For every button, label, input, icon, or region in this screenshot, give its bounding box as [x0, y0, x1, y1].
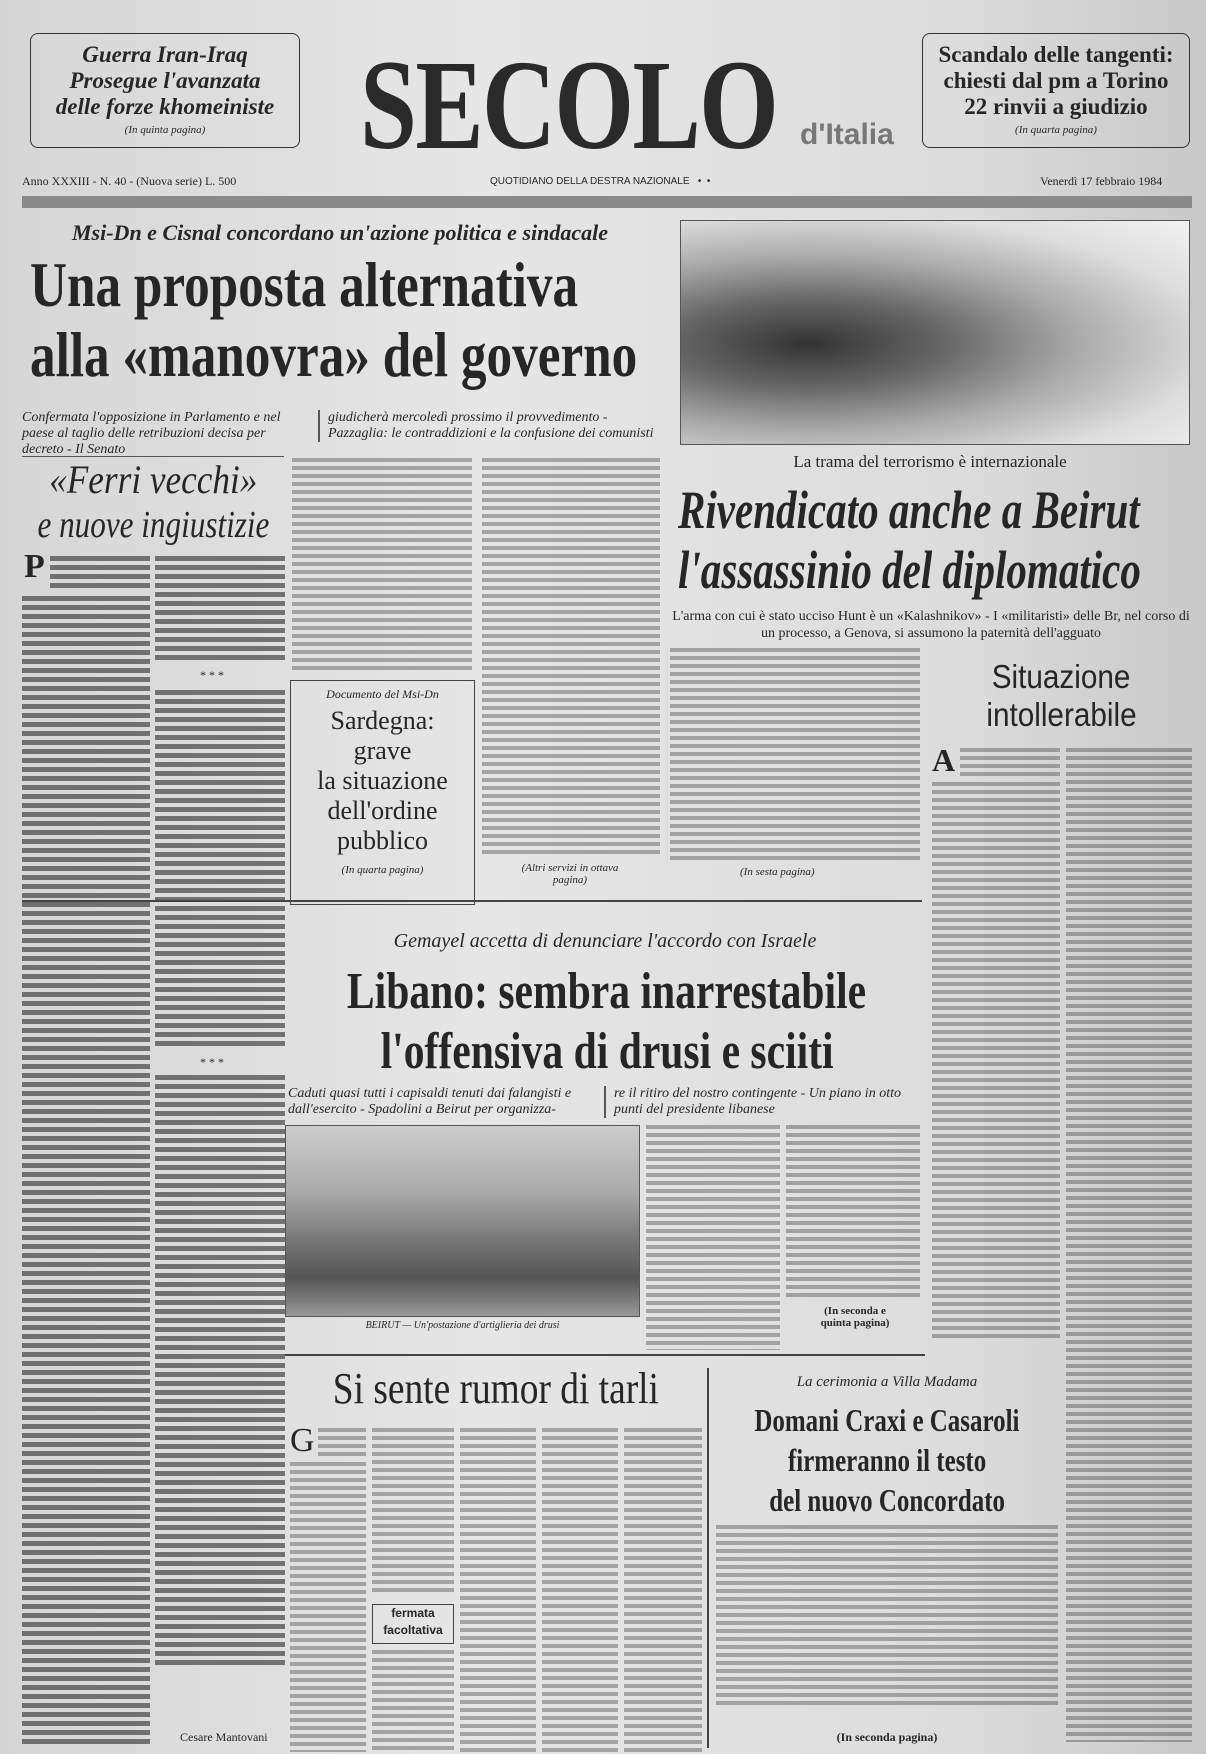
teaser-line: 22 rinvii a giudizio: [964, 94, 1148, 119]
issue-info: Anno XXXIII - N. 40 - (Nuova serie) L. 500: [22, 174, 237, 188]
column-divider: [707, 1368, 709, 1748]
page-ref: (In quinta pagina): [124, 124, 206, 136]
tarli-headline-wrap[interactable]: [290, 1362, 702, 1416]
text-column: [318, 1428, 366, 1458]
text-column: [22, 596, 150, 1746]
text-column: [542, 1428, 618, 1752]
masthead-title: SECOLO: [360, 34, 778, 176]
text-column: [932, 782, 1060, 1342]
editorial-title[interactable]: [22, 456, 284, 547]
text-column: [292, 458, 472, 673]
lebanon-deck-right: re il ritiro del nostro contingente - Un piano in otto punti del presidente libanese: [604, 1086, 920, 1118]
terrorism-deck: L'arma con cui è stato ucciso Hunt è un «Kalashnikov» - I «militaristi» delle Br, nel corso di un processo, a Genova, si assumono la paternità dell'agguato: [672, 609, 1190, 641]
text-column: [155, 1075, 285, 1665]
lead-deck-left: Confermata l'opposizione in Parlamento e nel paese al taglio delle retribuzioni decisa per decreto - Il Senato: [22, 410, 281, 457]
text-column: [372, 1428, 454, 1594]
teaser-line: Prosegue l'avanzata: [69, 68, 261, 93]
terrorism-headline[interactable]: [678, 480, 1198, 600]
sardegna-box[interactable]: [290, 680, 475, 905]
headline-line: Libano: sembra inarrestabile: [347, 963, 867, 1020]
masthead-logo: [360, 34, 915, 176]
header-band: [22, 196, 1192, 208]
text-column: [624, 1428, 702, 1752]
text-column: [155, 690, 285, 1050]
tagline-text: QUOTIDIANO DELLA DESTRA NAZIONALE: [490, 176, 690, 187]
teaser-line: Scandalo delle tangenti:: [938, 42, 1174, 67]
lead-more-ref: (Altri servizi in ottava pagina): [521, 862, 619, 886]
sardegna-line: grave: [353, 736, 412, 765]
concordato-ref: (In seconda pagina): [836, 1730, 938, 1744]
terrorism-kicker: La trama del terrorismo è internazionale: [793, 452, 1067, 471]
issue-date: Venerdì 17 febbraio 1984: [1040, 174, 1163, 188]
tarli-dropcap: G: [290, 1422, 315, 1459]
headline-line: Rivendicato anche a Beirut: [678, 480, 1140, 540]
text-column: [786, 1125, 920, 1300]
headline-line: alla «manovra» del governo: [30, 319, 638, 390]
sardegna-line: dell'ordine: [327, 796, 438, 825]
tagline: QUOTIDIANO DELLA DESTRA NAZIONALE • •: [490, 176, 711, 187]
teaser-line: chiesti dal pm a Torino: [943, 68, 1169, 93]
editorial-dropcap: P: [24, 548, 45, 585]
lebanon-kicker: Gemayel accetta di denunciare l'accordo con Israele: [393, 930, 817, 952]
editorial-title-line: «Ferri vecchi»: [48, 457, 258, 502]
page-ref: (In quarta pagina): [1015, 124, 1097, 136]
situazione-dropcap: A: [932, 742, 956, 778]
text-column: [670, 648, 920, 863]
lebanon-ref: (In seconda e quinta pagina): [820, 1305, 890, 1329]
headline-line: l'offensiva di drusi e sciiti: [380, 1023, 834, 1080]
masthead-subtitle: d'Italia: [800, 118, 894, 151]
text-column: [482, 458, 660, 858]
headline-line: Una proposta alternativa: [30, 249, 579, 320]
box-line: facoltativa: [383, 1623, 443, 1637]
situazione-line: Situazione: [991, 658, 1131, 695]
headline-line: firmeranno il testo: [787, 1442, 987, 1478]
text-column: [646, 1125, 780, 1350]
lead-kicker: Msi-Dn e Cisnal concordano un'azione politica e sindacale: [72, 220, 608, 245]
concordato-headline[interactable]: [714, 1400, 1060, 1520]
headline-line: del nuovo Concordato: [769, 1482, 1005, 1518]
situazione-title[interactable]: [930, 658, 1192, 734]
sardegna-line: Sardegna:: [330, 706, 435, 735]
photo-caption: BEIRUT — Un'postazione d'artiglieria dei drusi: [365, 1320, 560, 1331]
box-line: fermata: [391, 1606, 435, 1620]
text-column: [372, 1650, 454, 1752]
news-photo-terrorism: [680, 220, 1190, 445]
text-column: [1066, 748, 1192, 1742]
separator: * * *: [200, 668, 224, 682]
text-column: [960, 748, 1060, 778]
sardegna-line: la situazione: [317, 766, 448, 795]
text-column: [716, 1525, 1058, 1705]
concordato-kicker: La cerimonia a Villa Madama: [796, 1374, 978, 1390]
teaser-line: delle forze khomeiniste: [55, 94, 275, 119]
separator: * * *: [200, 1055, 224, 1069]
situazione-line: intollerabile: [985, 696, 1137, 733]
editorial-title-line: e nuove ingiustizie: [37, 504, 269, 546]
fermata-box: [372, 1604, 454, 1644]
text-column: [290, 1462, 366, 1752]
sardegna-line: pubblico: [337, 826, 428, 855]
headline-line: Domani Craxi e Casaroli: [754, 1402, 1020, 1438]
section-rule: [22, 900, 922, 902]
teaser-line: Guerra Iran-Iraq: [82, 42, 248, 67]
text-column: [155, 556, 285, 662]
section-rule: [285, 1354, 925, 1356]
teaser-box-iran-iraq[interactable]: [30, 33, 300, 148]
lead-deck-right: giudicherà mercoledì prossimo il provvedimento - Pazzaglia: le contraddizioni e la confusione dei comunisti: [318, 410, 663, 442]
headline-line: l'assassinio del diplomatico: [678, 540, 1141, 600]
terrorism-ref: (In sesta pagina): [740, 866, 815, 878]
sardegna-kicker: Documento del Msi-Dn: [326, 687, 439, 701]
lebanon-deck-left: Caduti quasi tutti i capisaldi tenuti dai falangisti e dall'esercito - Spadolini a Beirut per organizza-: [288, 1086, 572, 1117]
editorial-author: Cesare Mantovani: [180, 1730, 268, 1744]
news-photo-beirut: [285, 1125, 640, 1317]
page-ref: (In quarta pagina): [341, 864, 424, 876]
tarli-headline: Si sente rumor di tarli: [332, 1364, 660, 1413]
lebanon-headline[interactable]: [292, 962, 922, 1082]
text-column: [50, 556, 150, 592]
lead-headline[interactable]: [30, 250, 660, 390]
text-column: [460, 1428, 536, 1752]
teaser-box-tangenti[interactable]: [922, 33, 1190, 148]
